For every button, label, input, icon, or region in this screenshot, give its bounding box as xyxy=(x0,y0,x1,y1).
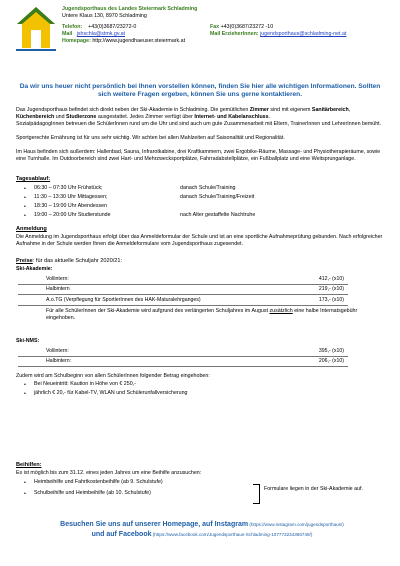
paragraph-rooms: Das Jugendsporthaus befindet sich direkt neben der Ski-Akademie in Schladming. Die gemütlichen Zimmer sind mit eigenem Sanitärbereich, Küchenbereich und Studierzone ausgestattet. Jedes Zimmer verfügt über Internet- und Kabelanschluss. xyxy=(16,107,351,120)
intro-text: Da wir uns heuer nicht persönlich bei Ihnen vorstellen können, finden Sie hier alle wichtigen Informationen. Sollten sich weitere Fragen ergeben, können Sie uns gerne kontaktieren. xyxy=(19,83,381,99)
beihilfe-item: Heimbeihilfe und Fahrtkostenbeihilfe (ab 9. Schulstufe) xyxy=(34,479,163,485)
house-logo xyxy=(14,4,58,54)
mail-link[interactable]: jshschla@stmk.gv.at xyxy=(76,31,125,37)
footer xyxy=(16,520,388,540)
price-value: 219,- (x10) xyxy=(284,284,348,295)
ski-akademie-price-table xyxy=(18,274,348,306)
bracket-icon xyxy=(253,484,260,504)
extra-fee-item: jährlich € 20,- für Kabel-TV, WLAN und Schülerunfallversicherung xyxy=(34,390,188,396)
price-value: 395,- (x10) xyxy=(284,346,348,356)
schedule-time: 18:30 – 19:00 Uhr Abendessen xyxy=(34,203,108,209)
ski-nms-price-table xyxy=(18,346,348,367)
facebook-link[interactable]: (https://www.facebook.com/Jugendsporthaus-Schladming-107773234366749/) xyxy=(151,532,313,537)
heading-tagesablauf: Tagesablauf: xyxy=(16,176,51,182)
extra-fees-intro: Zudem wird am Schulbeginn von allen SchülerInnen folgender Betrag eingehoben: xyxy=(16,373,210,379)
price-value: 412,- (x10) xyxy=(284,274,348,284)
homepage-line: Homepage: http://www.jugendhaeuser.steiermark.at xyxy=(62,38,186,44)
mail-erz-link[interactable]: jugendsporthaus@schladming-net.at xyxy=(260,31,347,37)
bullet-icon: • xyxy=(24,195,26,201)
paragraph-care: SozialpädagogInnen betreuen die SchülerInnen rund um die Uhr und sind auch um gute Zusammenarbeit mit Eltern, TrainerInnen und LehrerInnen bemüht. xyxy=(16,121,382,127)
table-row xyxy=(18,356,348,367)
table-row xyxy=(18,274,348,284)
anmeldung-text: Die Anmeldung im Jugendsporthaus erfolgt über das Anmeldeformular der Schule und ist an eine sportliche Aufnahmeprüfung gebunden. Nach erfolgreicher Aufnahme in der Schule werden Ihnen die Anmeldeformulare vom Jugendsporthaus zugesendet. xyxy=(16,234,383,247)
table-row xyxy=(18,346,348,356)
bullet-icon: • xyxy=(24,491,26,497)
price-label: Vollintern: xyxy=(18,274,284,284)
bullet-icon: • xyxy=(24,480,26,486)
price-label: Halbintern xyxy=(18,284,284,295)
ski-akademie-label: Ski-Akademie: xyxy=(16,266,53,272)
schedule-after: nach Alter gestaffelte Nachtruhe xyxy=(180,212,256,218)
org-name: Jugendsporthaus des Landes Steiermark Schladming xyxy=(62,6,198,12)
extra-fee-item: Bei Neueintritt: Kaution in Höhe von € 250,- xyxy=(34,381,136,387)
preise-heading-line: Preise: für das aktuelle Schuljahr 2020/21: xyxy=(16,258,123,264)
schedule-after: danach Schule/Training/Freizeit xyxy=(180,194,255,200)
bullet-icon: • xyxy=(24,382,26,388)
price-label: A.o.TG (Verpflegung für SportlerInnen des HAK-Maturalehrganges) xyxy=(18,295,284,306)
heading-preise: Preise xyxy=(16,258,33,264)
bullet-icon: • xyxy=(24,391,26,397)
org-address: Untere Klaus 130, 8970 Schladming xyxy=(62,13,147,19)
footer-line1: Besuchen Sie uns auf unserer Homepage, auf Instagram xyxy=(60,521,249,528)
price-value: 173,- (x10) xyxy=(284,295,348,306)
schedule-time: 06:30 – 07:30 Uhr Frühstück; xyxy=(34,185,103,191)
bullet-icon: • xyxy=(24,204,26,210)
instagram-link[interactable]: (https://www.instagram.com/jugendsporthaus/) xyxy=(248,522,344,527)
price-label: Vollintern: xyxy=(18,346,284,356)
table-row xyxy=(18,284,348,295)
paragraph-nutrition: Sportgerechte Ernährung ist für uns sehr wichtig. Wir achten bei allen Mahlzeiten auf Saisonalität und Regionalität. xyxy=(16,135,285,141)
price-value: 206,- (x10) xyxy=(284,356,348,367)
bullet-icon: • xyxy=(24,213,26,219)
table-row xyxy=(18,295,348,306)
fax-line: Fax +43(0)3687/23272 -10 xyxy=(210,24,274,30)
phone-line: Telefon: +43(0)3687/23272-0 xyxy=(62,24,137,30)
schedule-time: 19:00 – 20:00 Uhr Studierstunde xyxy=(34,212,111,218)
mail-erz-line: Mail ErzieherInnen: jugendsporthaus@schladming-net.at xyxy=(210,31,347,37)
schedule-after: danach Schule/Training xyxy=(180,185,236,191)
ski-akademie-note: Für alle SchülerInnen der Ski-Akademie wird aufgrund des verlängerten Schuljahres im August zusätzlich eine halbe Internatsgebühr eingehoben. xyxy=(46,308,358,321)
beihilfen-note: Formulare liegen in der Ski-Akademie auf. xyxy=(264,486,363,492)
bullet-icon: • xyxy=(24,186,26,192)
heading-anmeldung: Anmeldung xyxy=(16,226,47,232)
paragraph-facilities: Im Haus befinden sich außerdem: Hallenbad, Sauna, Infrarotkabine, drei Kraftkammern, zwei Ergobike-Räume, Massage- und Physiotherapieräume, sowie eine Turnhalle. Im Outdoorbereich sind zwei Hart- und Mehrzwecksportplätze, Fahrradabstellplätze, ein Fußballplatz und eine Weitsprunganlage. xyxy=(16,149,381,162)
ski-nms-label: Ski-NMS: xyxy=(16,338,40,344)
footer-line2: und auf Facebook xyxy=(91,531,152,538)
beihilfe-item: Schulbeihilfe und Heimbeihilfe (ab 10. Schulstufe) xyxy=(34,490,151,496)
mail-line: Mail jshschla@stmk.gv.at xyxy=(62,31,125,37)
price-label: Halbintern: xyxy=(18,356,284,367)
homepage-link[interactable]: http://www.jugendhaeuser.steiermark.at xyxy=(92,38,186,44)
heading-beihilfen: Beihilfen: xyxy=(16,462,42,468)
schedule-time: 11:30 – 13:30 Uhr Mittagessen; xyxy=(34,194,108,200)
beihilfen-intro: Es ist möglich bis zum 31.12. eines jeden Jahres um eine Beihilfe anzusuchen: xyxy=(16,470,202,476)
